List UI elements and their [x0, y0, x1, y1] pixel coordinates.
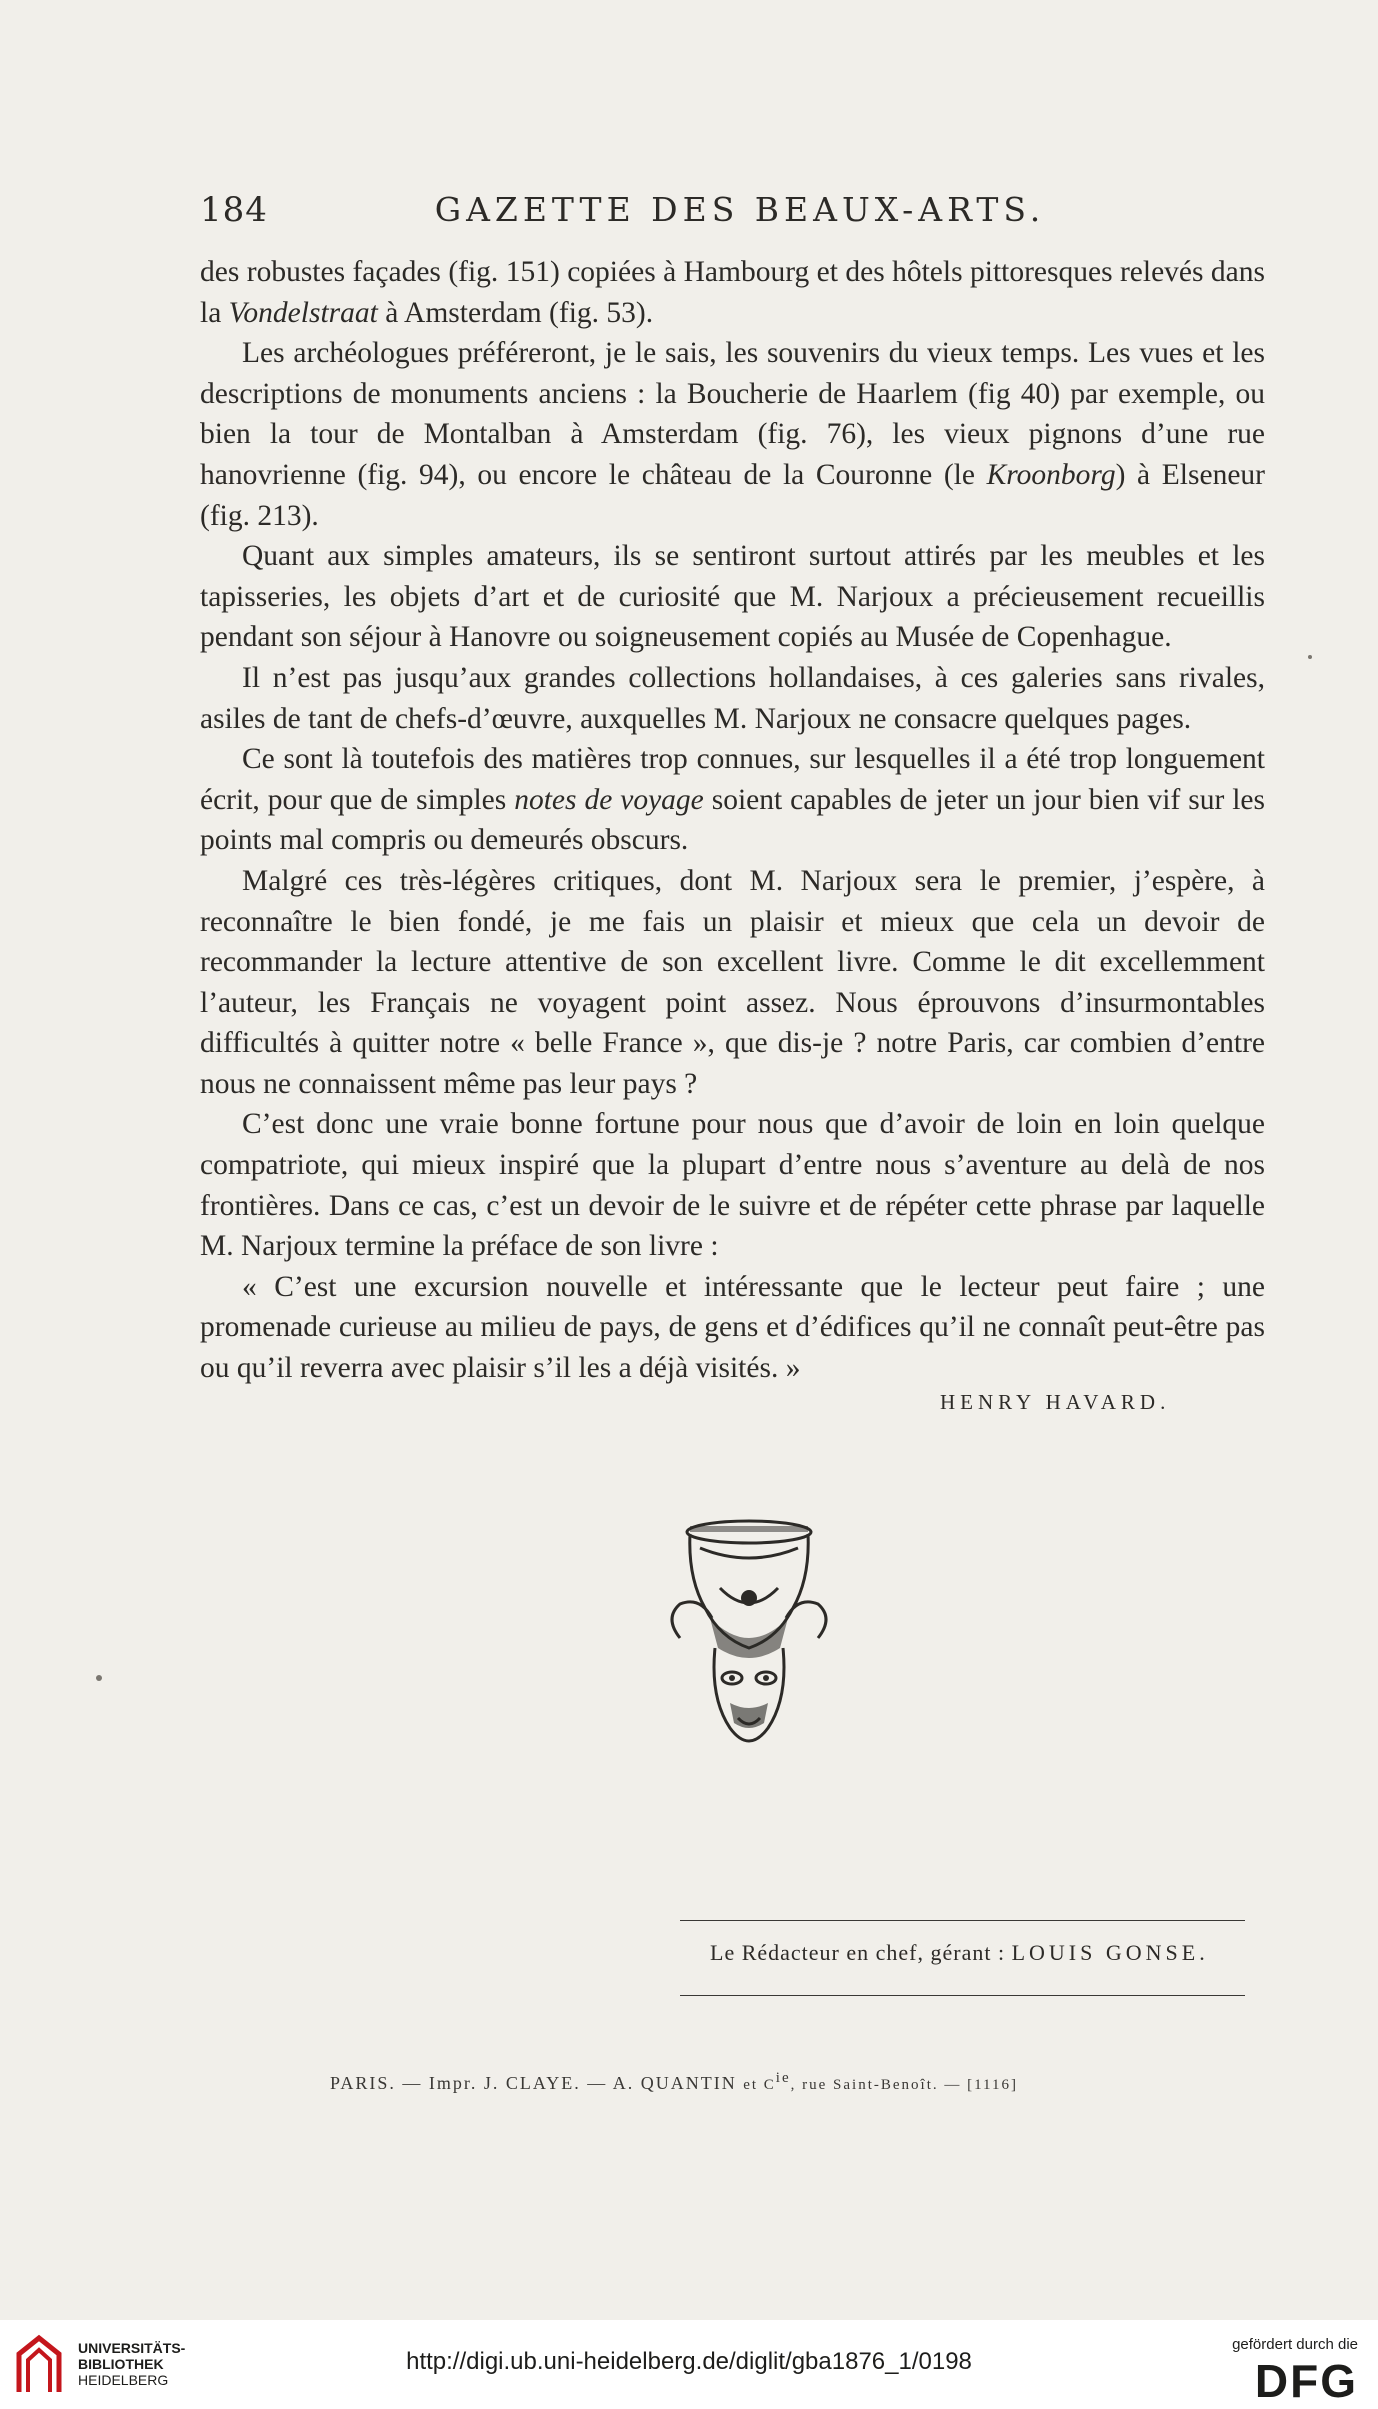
- editor-credit: [710, 1940, 1209, 1966]
- page-number: 184: [200, 190, 268, 230]
- italic-term: Vondelstraat: [228, 296, 378, 329]
- paragraph-3: Quant aux simples amateurs, ils se sentiront surtout attirés par les meubles et les tapisseries, les objets d’art et de curiosité que M. Narjoux a précieusement recueillis pendant son séjour à Hanovre ou soigneusement copiés au Musée de Copenhague.: [200, 540, 1265, 654]
- funding-note: gefördert durch die: [1232, 2336, 1358, 2353]
- paragraph-2: Les archéologues préféreront, je le sais, les souvenirs du vieux temps. Les vues et les descriptions de monuments anciens : la Boucherie de Haarlem (fig 40) par exemple, ou bien la tour de Montalban à Amsterdam (fig. 76), les vieux pignons d’une rue hanovrienne (fig. 94), ou encore le château de la Couronne (le Kroonborg) à Elseneur (fig. 213).: [200, 337, 1265, 532]
- paragraph-4: Il n’est pas jusqu’aux grandes collections hollandaises, à ces galeries sans rivales, asiles de tant de chefs-d’œuvre, auxquelles M. Narjoux ne consacre quelques pages.: [200, 661, 1265, 735]
- italic-term: notes de voyage: [514, 783, 704, 816]
- article-body: [200, 252, 1265, 1389]
- editor-name: LOUIS GONSE.: [1011, 1940, 1209, 1965]
- library-name: UNIVERSITÄTS- BIBLIOTHEK HEIDELBERG: [78, 2340, 186, 2388]
- top-rule: [680, 1920, 1245, 1921]
- permalink-url[interactable]: http://digi.ub.uni-heidelberg.de/diglit/gba1876_1/0198: [406, 2348, 972, 2375]
- paragraph-8: « C’est une excursion nouvelle et intéressante que le lecteur peut faire ; une promenade curieuse au milieu de pays, de gens et d’édifices qu’il ne connaît peut-être pas ou qu’il reverra avec plaisir s’il les a déjà visités. »: [200, 1270, 1265, 1385]
- paragraph-7: C’est donc une vraie bonne fortune pour nous que d’avoir de loin en loin quelque compatriote, qui mieux inspiré que la plupart d’entre nous s’aventure au delà de nos frontières. Dans ce cas, c’est un devoir de le suivre et de répéter cette phrase par laquelle M. Narjoux termine la préface de son livre :: [200, 1108, 1265, 1263]
- italic-term: Kroonborg: [986, 458, 1116, 491]
- bottom-rule: [680, 1995, 1245, 1996]
- paper-speck: [96, 1675, 102, 1681]
- editor-label: Le Rédacteur en chef, gérant :: [710, 1940, 1012, 1965]
- ornamental-ram-head-vignette-icon: [660, 1518, 838, 1758]
- running-title: GAZETTE DES BEAUX-ARTS.: [434, 190, 1046, 229]
- author-signature: HENRY HAVARD.: [940, 1390, 1171, 1414]
- page-header: [200, 190, 1280, 240]
- digitization-footer: [0, 2320, 1378, 2409]
- paragraph-6: Malgré ces très-légères critiques, dont M. Narjoux sera le premier, j’espère, à reconnaître le bien fondé, je me fais un plaisir et mieux que cela un devoir de recommander la lecture attentive de son excellent livre. Comme le dit excellemment l’auteur, les Français ne voyagent point assez. Nous éprouvons d’insurmontables difficultés à quitter notre « belle France », que dis-je ? notre Paris, car combien d’entre nous ne connaissent même pas leur pays ?: [200, 864, 1265, 1100]
- paragraph-5: Ce sont là toutefois des matières trop connues, sur lesquelles il a été trop longuement écrit, pour que de simples notes de voyage soient capables de jeter un jour bien vif sur les points mal compris ou demeurés obscurs.: [200, 743, 1265, 857]
- paper-speck: [1308, 655, 1312, 659]
- printer-imprint: PARIS. — Impr. J. CLAYE. — A. QUANTIN et $C^{ie}$, rue Saint-Benoît. — [1116]: [330, 2070, 1018, 2093]
- dfg-logo: DFG: [1254, 2355, 1358, 2407]
- paragraph-1: des robustes façades (fig. 151) copiées à Hambourg et des hôtels pittoresques relevés dans la Vondelstraat à Amsterdam (fig. 53).: [200, 256, 1265, 329]
